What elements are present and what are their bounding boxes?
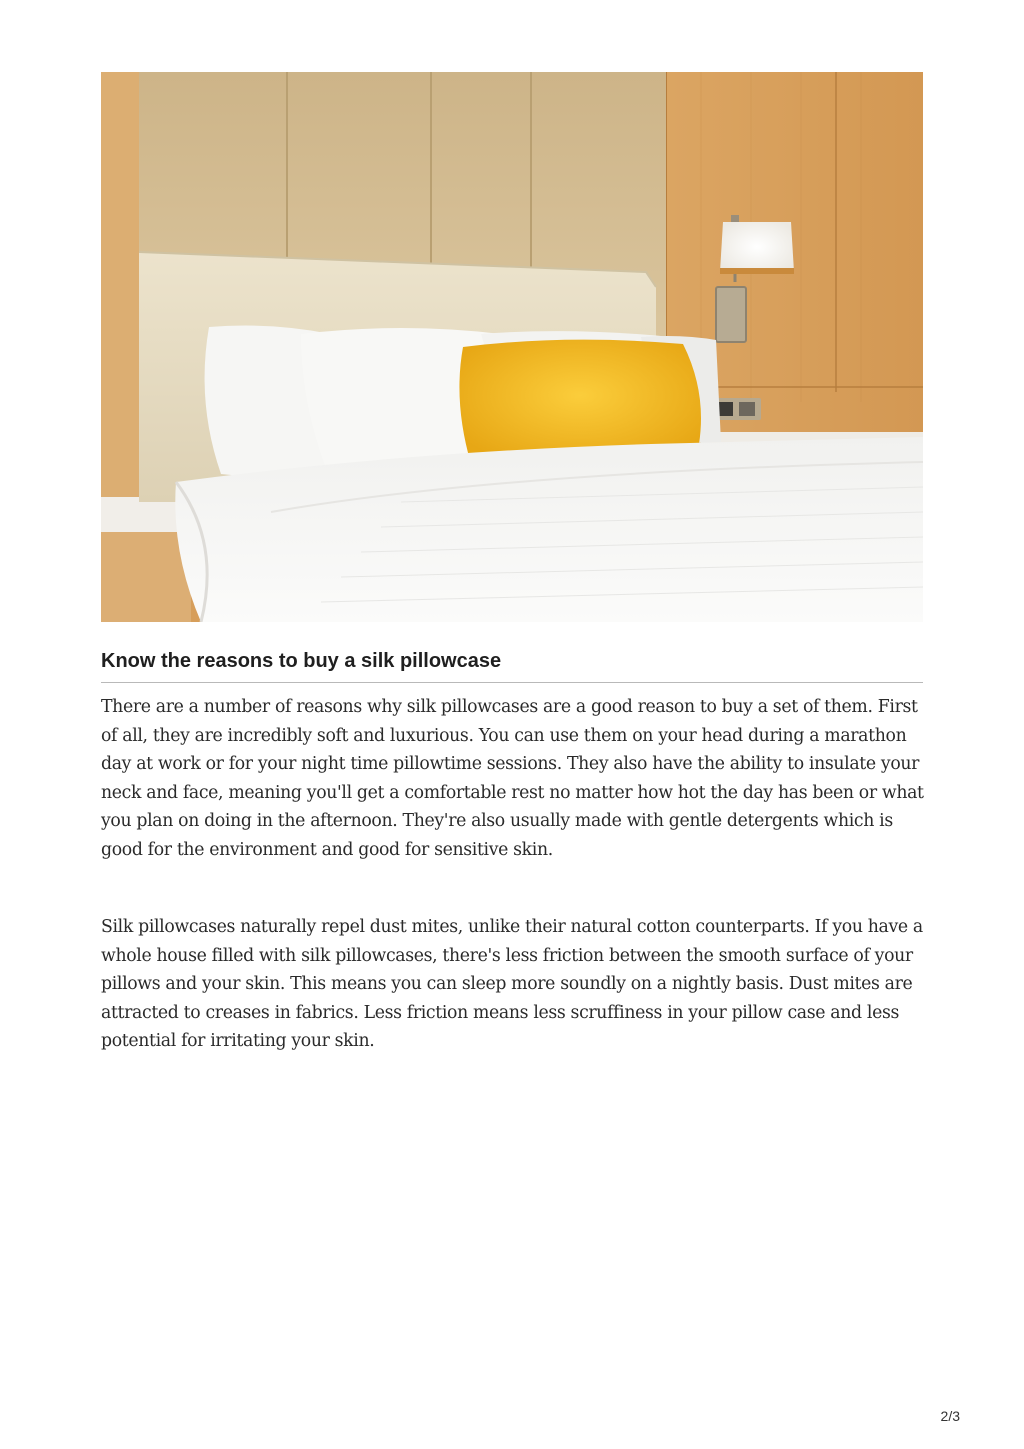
section-heading: Know the reasons to buy a silk pillowcase bbox=[101, 648, 923, 683]
body-paragraph-1: There are a number of reasons why silk pillowcases are a good reason to buy a set of them. First of all, they are incredibly soft and luxurious. You can use them on your head during a marathon day at work or for your night time pillowtime sessions. They also have the ability to insulate your neck and face, meaning you'll get a comfortable rest no matter how hot the day has been or what you plan on doing in the afternoon. They're also usually made with gentle detergents which is good for the environment and good for sensitive skin. bbox=[101, 697, 924, 860]
body-paragraph-2: Silk pillowcases naturally repel dust mites, unlike their natural cotton counterparts. If you have a whole house filled with silk pillowcases, there's less friction between the smooth surface of your pillows and your skin. This means you can sleep more soundly on a nightly basis. Dust mites are attracted to creases in fabrics. Less friction means less scruffiness in your pillow case and less potential for irritating your skin. bbox=[101, 917, 923, 1052]
page-number: 2/3 bbox=[940, 1408, 960, 1424]
hero-image bbox=[101, 72, 923, 622]
bedroom-photo bbox=[101, 72, 923, 622]
